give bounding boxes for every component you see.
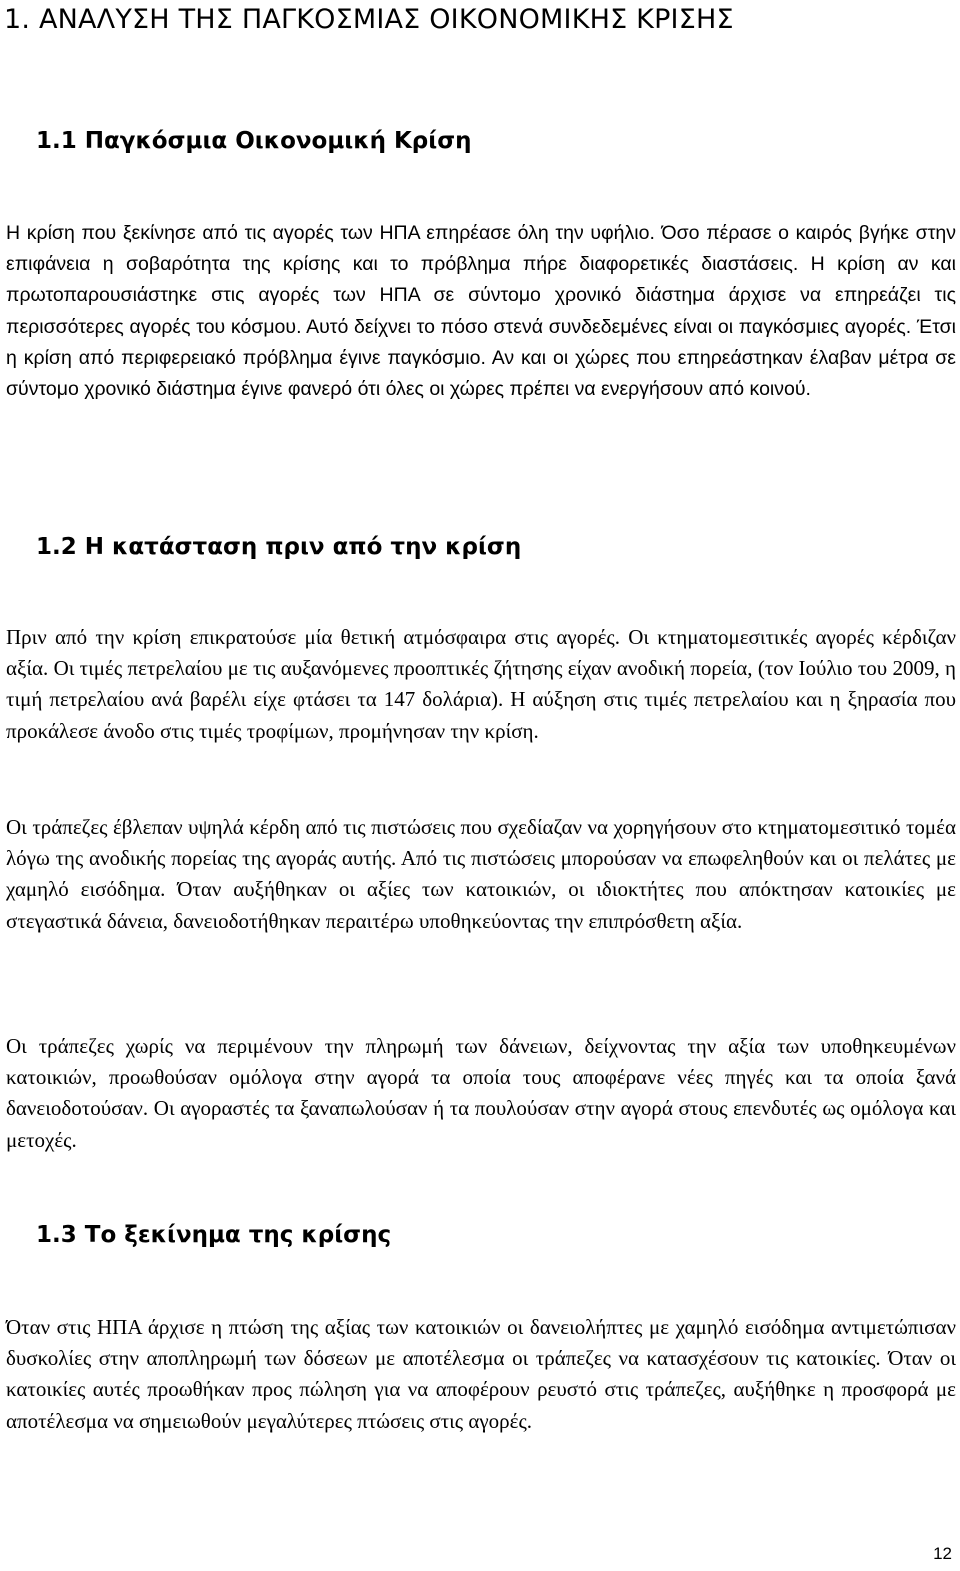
section-1-1-paragraph-1: Η κρίση που ξεκίνησε από τις αγορές των ΗΠΑ επηρέασε όλη την υφήλιο. Όσο πέρασε ο καιρός βγήκε στην επιφάνεια η σοβαρότητα της κρίσης και το πρόβλημα πήρε διαφορετικές διαστάσεις. Η κρίση αν και πρωτοπαρουσιάστηκε στις αγορές των ΗΠΑ σε σύντομο χρονικό διάστημα άρχισε να επηρεάζει τις περισσότερες αγορές του κόσμου. Αυτό δείχνει το πόσο στενά συνδεδεμένες είναι οι παγκόσμιες αγορές. Έτσι η κρίση από περιφερειακό πρόβλημα έγινε παγκόσμιο. Αν και οι χώρες που επηρεάστηκαν έλαβαν μέτρα σε σύντομο χρονικό διάστημα έγινε φανερό ότι όλες οι χώρες πρέπει να ενεργήσουν από κοινού. (6, 222, 956, 401)
section-1-2-paragraph-2: Οι τράπεζες έβλεπαν υψηλά κέρδη από τις πιστώσεις που σχεδίαζαν να χορηγήσουν στο κτηματομεσιτικό τομέα λόγω της ανοδικής πορείας της αγοράς αυτής. Από τις πιστώσεις μπορούσαν να επωφεληθούν και οι πελάτες με χαμηλό εισόδημα. Όταν αυξήθηκαν οι αξίες των κατοικιών, οι ιδιοκτήτες που απόκτησαν κατοικίες με στεγαστικά δάνεια, δανειοδοτήθηκαν περαιτέρω υποθηκεύοντας την επιπρόσθετη αξία. (6, 815, 956, 933)
chapter-title: 1. ΑΝΑΛΥΣΗ ΤΗΣ ΠΑΓΚΟΣΜΙΑΣ ΟΙΚΟΝΟΜΙΚΗΣ ΚΡΙΣΗΣ (4, 4, 734, 35)
section-1-2-paragraph-1: Πριν από την κρίση επικρατούσε μία θετική ατμόσφαιρα στις αγορές. Οι κτηματομεσιτικές αγορές κέρδιζαν αξία. Οι τιμές πετρελαίου με τις αυξανόμενες προοπτικές ζήτησης είχαν ανοδική πορεία, (τον Ιούλιο του 2009, η τιμή πετρελαίου ανά βαρέλι είχε φτάσει τα 147 δολάρια). Η αύξηση στις τιμές πετρελαίου και η ξηρασία που προκάλεσε άνοδο στις τιμές τροφίμων, προμήνησαν την κρίση. (6, 625, 956, 743)
section-1-3-paragraph-1: Όταν στις ΗΠΑ άρχισε η πτώση της αξίας των κατοικιών οι δανειολήπτες με χαμηλό εισόδημα αντιμετώπισαν δυσκολίες στην αποπληρωμή των δόσεων με αποτέλεσμα οι τράπεζες να κατασχέσουν τις κατοικίες. Όταν οι κατοικίες αυτές προωθήκαν προς πώληση για να αποφέρουν ρευστό στις τράπεζες, αυξήθηκε η προσφορά με αποτέλεσμα να σημειωθούν μεγαλύτερες πτώσεις στις αγορές. (6, 1315, 956, 1433)
page-footer-rule (0, 1532, 960, 1533)
page-number: 12 (933, 1544, 952, 1563)
section-heading-1-1: 1.1 Παγκόσμια Οικονομική Κρίση (36, 128, 472, 154)
section-1-2-paragraph-3: Οι τράπεζες χωρίς να περιμένουν την πληρωμή των δάνειων, δείχνοντας την αξία των υποθηκευμένων κατοικιών, προωθούσαν ομόλογα στην αγορά τα οποία τους αποφέρανε νέες πηγές και τα οποία ξανά δανειοδοτούσαν. Οι αγοραστές τα ξαναπωλούσαν ή τα πουλούσαν στην αγορά στους επενδυτές ως ομόλογα και μετοχές. (6, 1034, 956, 1152)
section-heading-1-3: 1.3 Το ξεκίνημα της κρίσης (36, 1222, 392, 1248)
section-heading-1-2: 1.2 Η κατάσταση πριν από την κρίση (36, 534, 522, 560)
